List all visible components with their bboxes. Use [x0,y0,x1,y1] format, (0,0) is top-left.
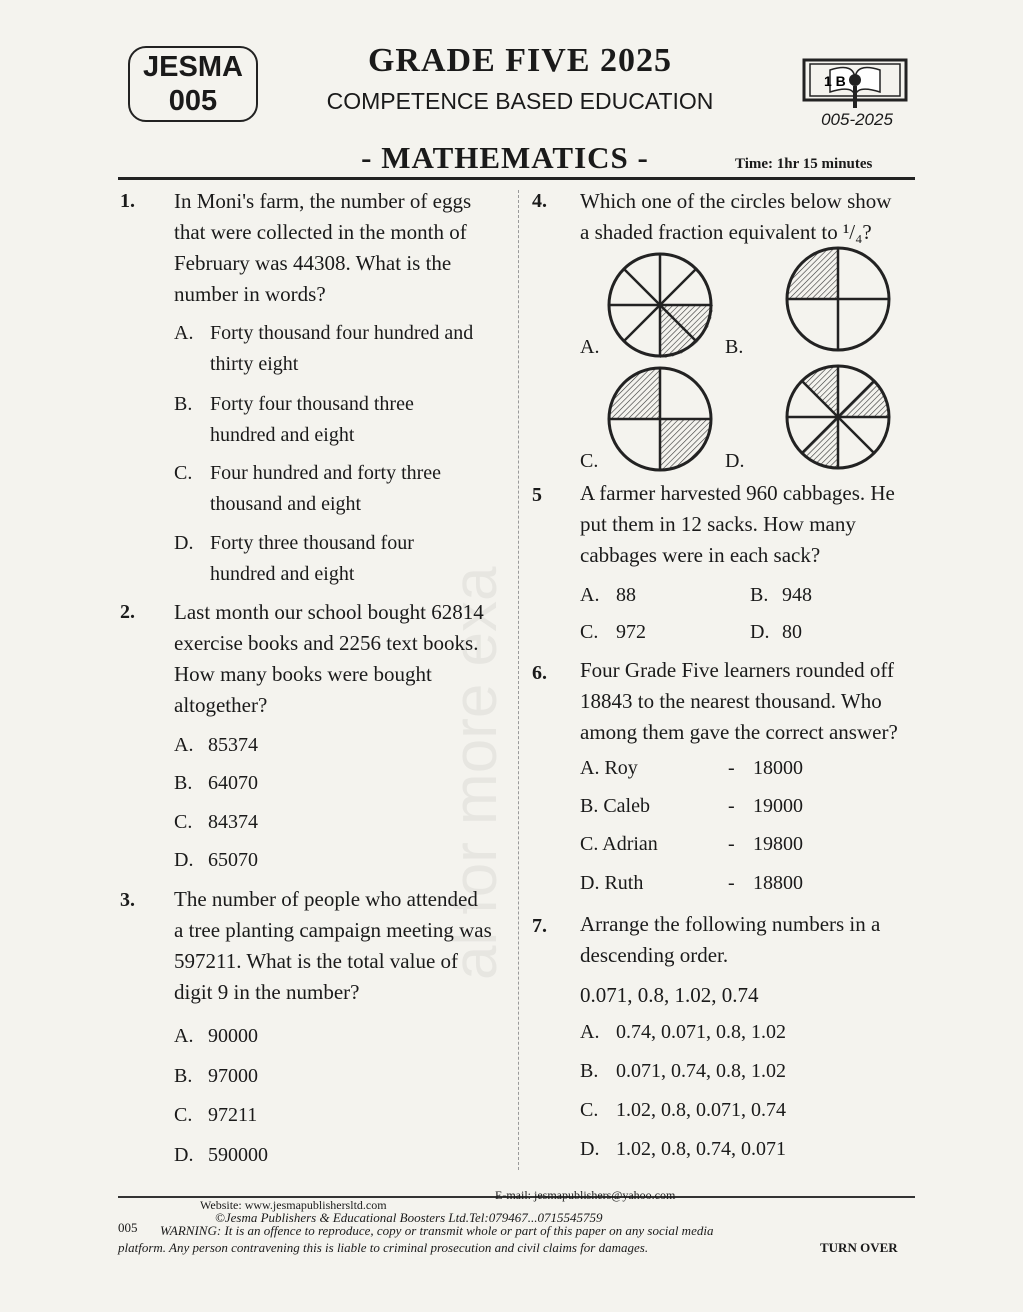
answer-option-c[interactable] [580,833,910,865]
option-letter: A. [174,1025,194,1047]
question-text [580,186,891,248]
question-line: digit 9 in the number? [174,980,360,1004]
option-letter: D. [174,1144,194,1166]
footer-website: Website: www.jesmapublishersltd.com [200,1198,387,1212]
page-title: GRADE FIVE 2025 [367,42,673,79]
option-letter: B. [174,1065,193,1087]
answer-option-b[interactable] [174,768,258,799]
option-letter: B. [174,393,193,415]
question-line: A farmer harvested 960 cabbages. He [580,481,895,505]
question-line: The number of people who attended [174,887,478,911]
answer-option-c[interactable] [174,458,442,515]
question-text [580,478,895,571]
separator: - [728,833,735,855]
answer-option-c[interactable] [174,807,258,838]
question-text [174,884,492,1008]
option-letter: D. [174,532,194,554]
option-letter: D. [580,1138,600,1160]
option-letter: A. [174,322,194,344]
learner-name: Caleb [603,795,650,817]
question-line: 18843 to the nearest thousand. Who [580,689,882,713]
answer-option-b[interactable] [750,580,812,611]
option-text: hundred and eight [210,424,355,446]
subject-title: - MATHEMATICS - [361,140,649,175]
option-text: 590000 [208,1144,268,1166]
option-letter: A. [174,734,194,756]
exam-code-line2: 005 [168,85,218,117]
question-number: 3. [120,889,135,911]
rounded-value: 18800 [753,872,803,894]
exam-code-box [128,46,258,122]
circle-option-label-c: C. [580,450,599,472]
answer-option-a[interactable] [174,1021,258,1052]
option-text: 0.74, 0.071, 0.8, 1.02 [616,1021,786,1043]
option-letter: B. [750,584,769,606]
answer-option-b[interactable] [580,795,910,827]
learner-name: Adrian [602,833,658,855]
answer-option-a[interactable] [580,580,636,611]
question-number: 1. [120,190,135,212]
separator: - [728,795,735,817]
option-letter: D. [174,849,194,871]
separator: - [728,757,735,779]
question-line: exercise books and 2256 text books. [174,631,479,655]
option-text: Forty four thousand three [210,393,414,415]
option-text: thirty eight [210,353,299,375]
answer-option-a[interactable] [174,730,258,761]
option-text: thousand and eight [210,493,362,515]
answer-option-c[interactable] [174,1100,258,1131]
option-letter: C. [580,833,599,855]
answer-option-d[interactable] [750,617,802,648]
option-text: 948 [782,584,812,606]
option-text: 64070 [208,772,258,794]
question-text [174,597,484,721]
question-line: Which one of the circles below show [580,189,892,213]
option-letter: B. [580,1060,599,1082]
watermark-text: al for more exa [441,566,510,980]
answer-option-c[interactable] [580,1095,786,1126]
question-line: How many books were bought [174,662,432,686]
question-number: 2. [120,601,135,623]
rounded-value: 18000 [753,757,803,779]
column-divider [518,190,519,1170]
numbers-to-arrange: 0.071, 0.8, 1.02, 0.74 [580,983,759,1007]
option-text: 88 [616,584,636,606]
option-letter: C. [580,1099,599,1121]
question-number: 4. [532,190,547,212]
option-text: 1.02, 0.8, 0.74, 0.071 [616,1138,786,1160]
circle-option-label-d: D. [725,450,745,472]
learner-name: Ruth [604,872,644,894]
question-line: February was 44308. What is the [174,251,452,275]
option-text: 972 [616,621,646,643]
footer-email: E-mail: jesmapublishers@yahoo.com [495,1188,676,1202]
option-text: 90000 [208,1025,258,1047]
option-letter: C. [174,1104,193,1126]
question-line: altogether? [174,693,268,717]
option-letter: B. [174,772,193,794]
answer-option-a[interactable] [174,318,474,375]
question-line: Arrange the following numbers in a [580,912,881,936]
circle-option-b[interactable] [785,246,891,352]
answer-option-d[interactable] [174,845,258,876]
option-text: 84374 [208,811,258,833]
answer-option-a[interactable] [580,1017,786,1048]
question-line: Last month our school bought 62814 [174,600,484,624]
option-text: 0.071, 0.74, 0.8, 1.02 [616,1060,786,1082]
rounded-value: 19000 [753,795,803,817]
answer-option-d[interactable] [580,872,910,904]
option-letter: C. [174,462,193,484]
answer-option-d[interactable] [174,1140,268,1171]
option-text: Forty thousand four hundred and [210,322,474,344]
question-line: number in words? [174,282,326,306]
answer-option-a[interactable] [580,757,910,789]
option-letter: D. [580,872,600,894]
circle-option-label-a: A. [580,336,600,358]
answer-option-b[interactable] [174,1061,258,1092]
learner-name: Roy [604,757,638,779]
option-letter: A. [580,757,600,779]
question-line: Four Grade Five learners rounded off [580,658,894,682]
header-divider [118,177,915,180]
question-line: a shaded fraction equivalent to ¹/₄? [580,220,872,244]
question-number: 5 [532,484,542,506]
footer-publisher: ©Jesma Publishers & Educational Boosters Ltd.Tel:079467...0715545759 [215,1210,603,1225]
footer-platform: platform. Any person contravening this is liable to criminal prosecution and civil claims for damages. [118,1240,649,1255]
option-text: Forty three thousand four [210,532,414,554]
question-line: In Moni's farm, the number of eggs [174,189,472,213]
separator: - [728,872,735,894]
option-text: 85374 [208,734,258,756]
option-letter: A. [580,584,600,606]
footer-page-code: 005 [118,1220,138,1235]
question-text [174,186,471,310]
circle-option-a[interactable] [607,252,713,358]
question-text [580,655,898,748]
answer-option-d[interactable] [174,528,414,585]
question-line: 597211. What is the total value of [174,949,459,973]
time-allowed: Time: 1hr 15 minutes [735,156,873,172]
option-text: 1.02, 0.8, 0.071, 0.74 [616,1099,786,1121]
logo-text: 1 B [824,73,846,89]
option-letter: B. [580,795,599,817]
option-text: 80 [782,621,802,643]
question-line: descending order. [580,943,729,967]
answer-option-b[interactable] [174,389,414,446]
question-line: that were collected in the month of [174,220,467,244]
question-number: 6. [532,662,547,684]
answer-option-b[interactable] [580,1056,786,1087]
question-line: put them in 12 sacks. How many [580,512,856,536]
option-letter: C. [580,621,599,643]
option-text: hundred and eight [210,563,355,585]
question-text [580,909,880,971]
circle-option-d[interactable] [785,364,891,470]
turn-over-label: TURN OVER [820,1240,898,1255]
option-text: 65070 [208,849,258,871]
question-line: cabbages were in each sack? [580,543,821,567]
year-code: 005-2025 [821,110,893,129]
exam-code-line1: JESMA [143,51,243,83]
question-line: among them gave the correct answer? [580,720,898,744]
answer-option-d[interactable] [580,1134,786,1165]
footer-warning: WARNING: It is an offence to reproduce, copy or transmit whole or part of this paper on any social media [160,1223,714,1238]
option-text: 97000 [208,1065,258,1087]
question-number: 7. [532,915,547,937]
page-subtitle: COMPETENCE BASED EDUCATION [326,88,714,114]
option-letter: D. [750,621,770,643]
option-letter: A. [580,1021,600,1043]
circle-option-label-b: B. [725,336,744,358]
publisher-logo [800,54,910,114]
option-text: Four hundred and forty three [210,462,442,484]
question-line: a tree planting campaign meeting was [174,918,492,942]
circle-option-c[interactable] [607,366,713,472]
option-text: 97211 [208,1104,258,1126]
answer-option-c[interactable] [580,617,646,648]
rounded-value: 19800 [753,833,803,855]
option-letter: C. [174,811,193,833]
